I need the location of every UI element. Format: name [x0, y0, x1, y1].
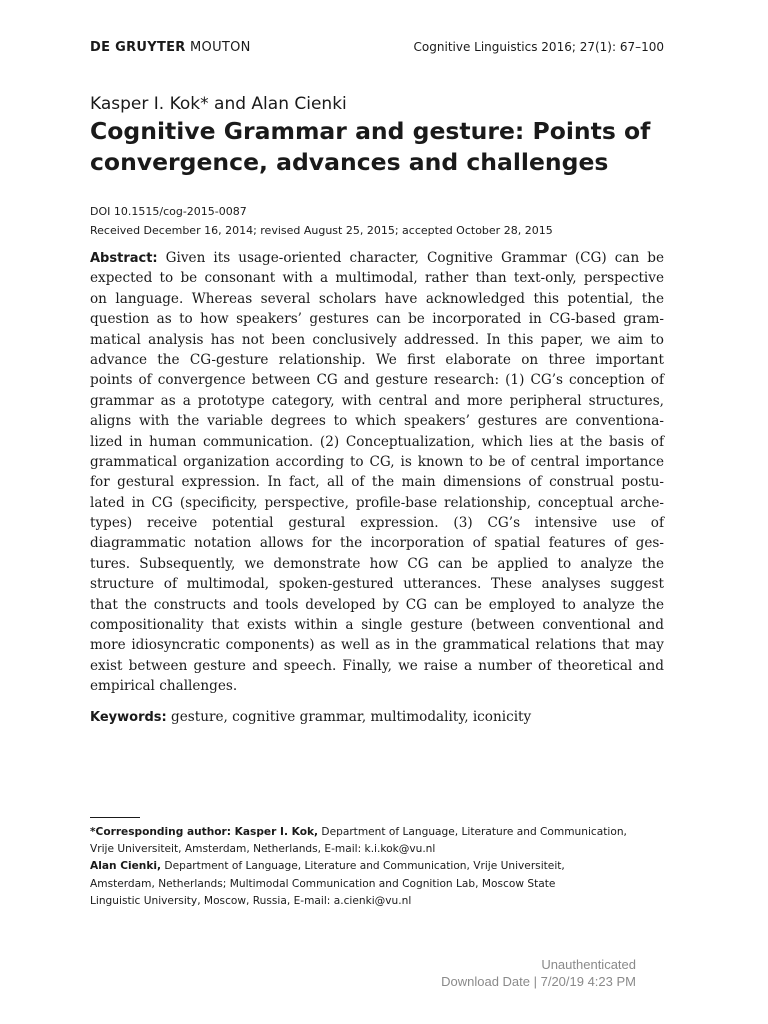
abstract-line: matical analysis has not been conclusively addressed. In this paper, we aim to — [90, 331, 664, 348]
footnote-line: Linguistic University, Moscow, Russia, E-mail: a.cienki@vu.nl — [90, 894, 412, 907]
abstract-line: grammar as a prototype category, with central and more peripheral structures, — [90, 392, 664, 409]
abstract-line: diagrammatic notation allows for the incorporation of spatial features of ges- — [90, 535, 664, 552]
abstract-line: expected to be consonant with a multimodal, rather than text-only, perspective — [90, 270, 664, 287]
publisher-name-bold: DE GRUYTER — [90, 40, 186, 55]
watermark-date: Download Date | 7/20/19 4:23 PM — [441, 974, 636, 989]
author-footnote — [90, 824, 670, 910]
corresponding-author-label: *Corresponding author: Kasper I. Kok, — [90, 826, 319, 838]
running-header — [90, 40, 664, 58]
footnote-divider — [90, 817, 140, 818]
publisher-name — [90, 40, 251, 55]
abstract-line: more idiosyncratic components) as well as in the grammatical relations that may — [90, 637, 664, 654]
abstract-line — [90, 248, 664, 268]
abstract-line: points of convergence between CG and gesture research: (1) CG’s conception of — [90, 372, 664, 389]
abstract-line: exist between gesture and speech. Finally, we raise a number of theoretical and — [90, 657, 664, 674]
abstract — [90, 248, 664, 697]
title-line: Cognitive Grammar and gesture: Points of — [90, 117, 651, 145]
abstract-line: lated in CG (specificity, perspective, profile-base relationship, conceptual arche- — [90, 494, 664, 511]
history-dates: Received December 16, 2014; revised August 25, 2015; accepted October 28, 2015 — [90, 224, 553, 237]
footnote-text: Department of Language, Literature and Communication, — [318, 826, 627, 838]
title-line: convergence, advances and challenges — [90, 148, 609, 176]
footnote-line — [90, 824, 670, 841]
abstract-line: advance the CG-gesture relationship. We first elaborate on three important — [90, 351, 664, 368]
footnote-line: Amsterdam, Netherlands; Multimodal Communication and Cognition Lab, Moscow State — [90, 877, 556, 890]
publisher-name-rest: MOUTON — [185, 40, 251, 55]
footnote-line — [90, 858, 670, 875]
abstract-line: empirical challenges. — [90, 678, 238, 695]
abstract-line: for gestural expression. In fact, all of the main dimensions of construal postu- — [90, 474, 664, 491]
abstract-line: grammatical organization according to CG, is known to be of central importance — [90, 453, 664, 470]
second-author-name: Alan Cienki, — [90, 860, 162, 873]
abstract-line: structure of multimodal, spoken-gestured utterances. These analyses suggest — [90, 576, 664, 593]
journal-citation: Cognitive Linguistics 2016; 27(1): 67–100 — [413, 40, 664, 54]
footnote-line: Vrije Universiteit, Amsterdam, Netherlands, E-mail: k.i.kok@vu.nl — [90, 843, 436, 856]
abstract-line: tures. Subsequently, we demonstrate how CG can be applied to analyze the — [90, 555, 664, 572]
watermark-status: Unauthenticated — [541, 957, 636, 972]
footnote-text: Department of Language, Literature and Communication, Vrije Universiteit, — [161, 860, 565, 873]
abstract-label: Abstract: — [90, 251, 158, 266]
author-line: Kasper I. Kok* and Alan Cienki — [90, 94, 347, 114]
abstract-line: lized in human communication. (2) Conceptualization, which lies at the basis of — [90, 433, 664, 450]
article-title — [90, 116, 690, 178]
keywords-label: Keywords: — [90, 710, 167, 725]
abstract-line: compositionality that exists within a single gesture (between conventional and — [90, 617, 664, 634]
article-meta — [90, 202, 690, 240]
abstract-line: aligns with the variable degrees to which speakers’ gestures are conventiona- — [90, 413, 664, 430]
abstract-line: on language. Whereas several scholars have acknowledged this potential, the — [90, 290, 664, 307]
keywords — [90, 707, 664, 728]
abstract-line: types) receive potential gestural expression. (3) CG’s intensive use of — [90, 515, 664, 532]
abstract-line: that the constructs and tools developed by CG can be employed to analyze the — [90, 596, 664, 613]
doi: DOI 10.1515/cog-2015-0087 — [90, 205, 247, 218]
abstract-line: question as to how speakers’ gestures can be incorporated in CG-based gram- — [90, 311, 664, 328]
keywords-text: gesture, cognitive grammar, multimodality, iconicity — [166, 709, 532, 725]
download-watermark — [441, 956, 636, 990]
abstract-text: Given its usage-oriented character, Cognitive Grammar (CG) can be — [157, 250, 664, 266]
